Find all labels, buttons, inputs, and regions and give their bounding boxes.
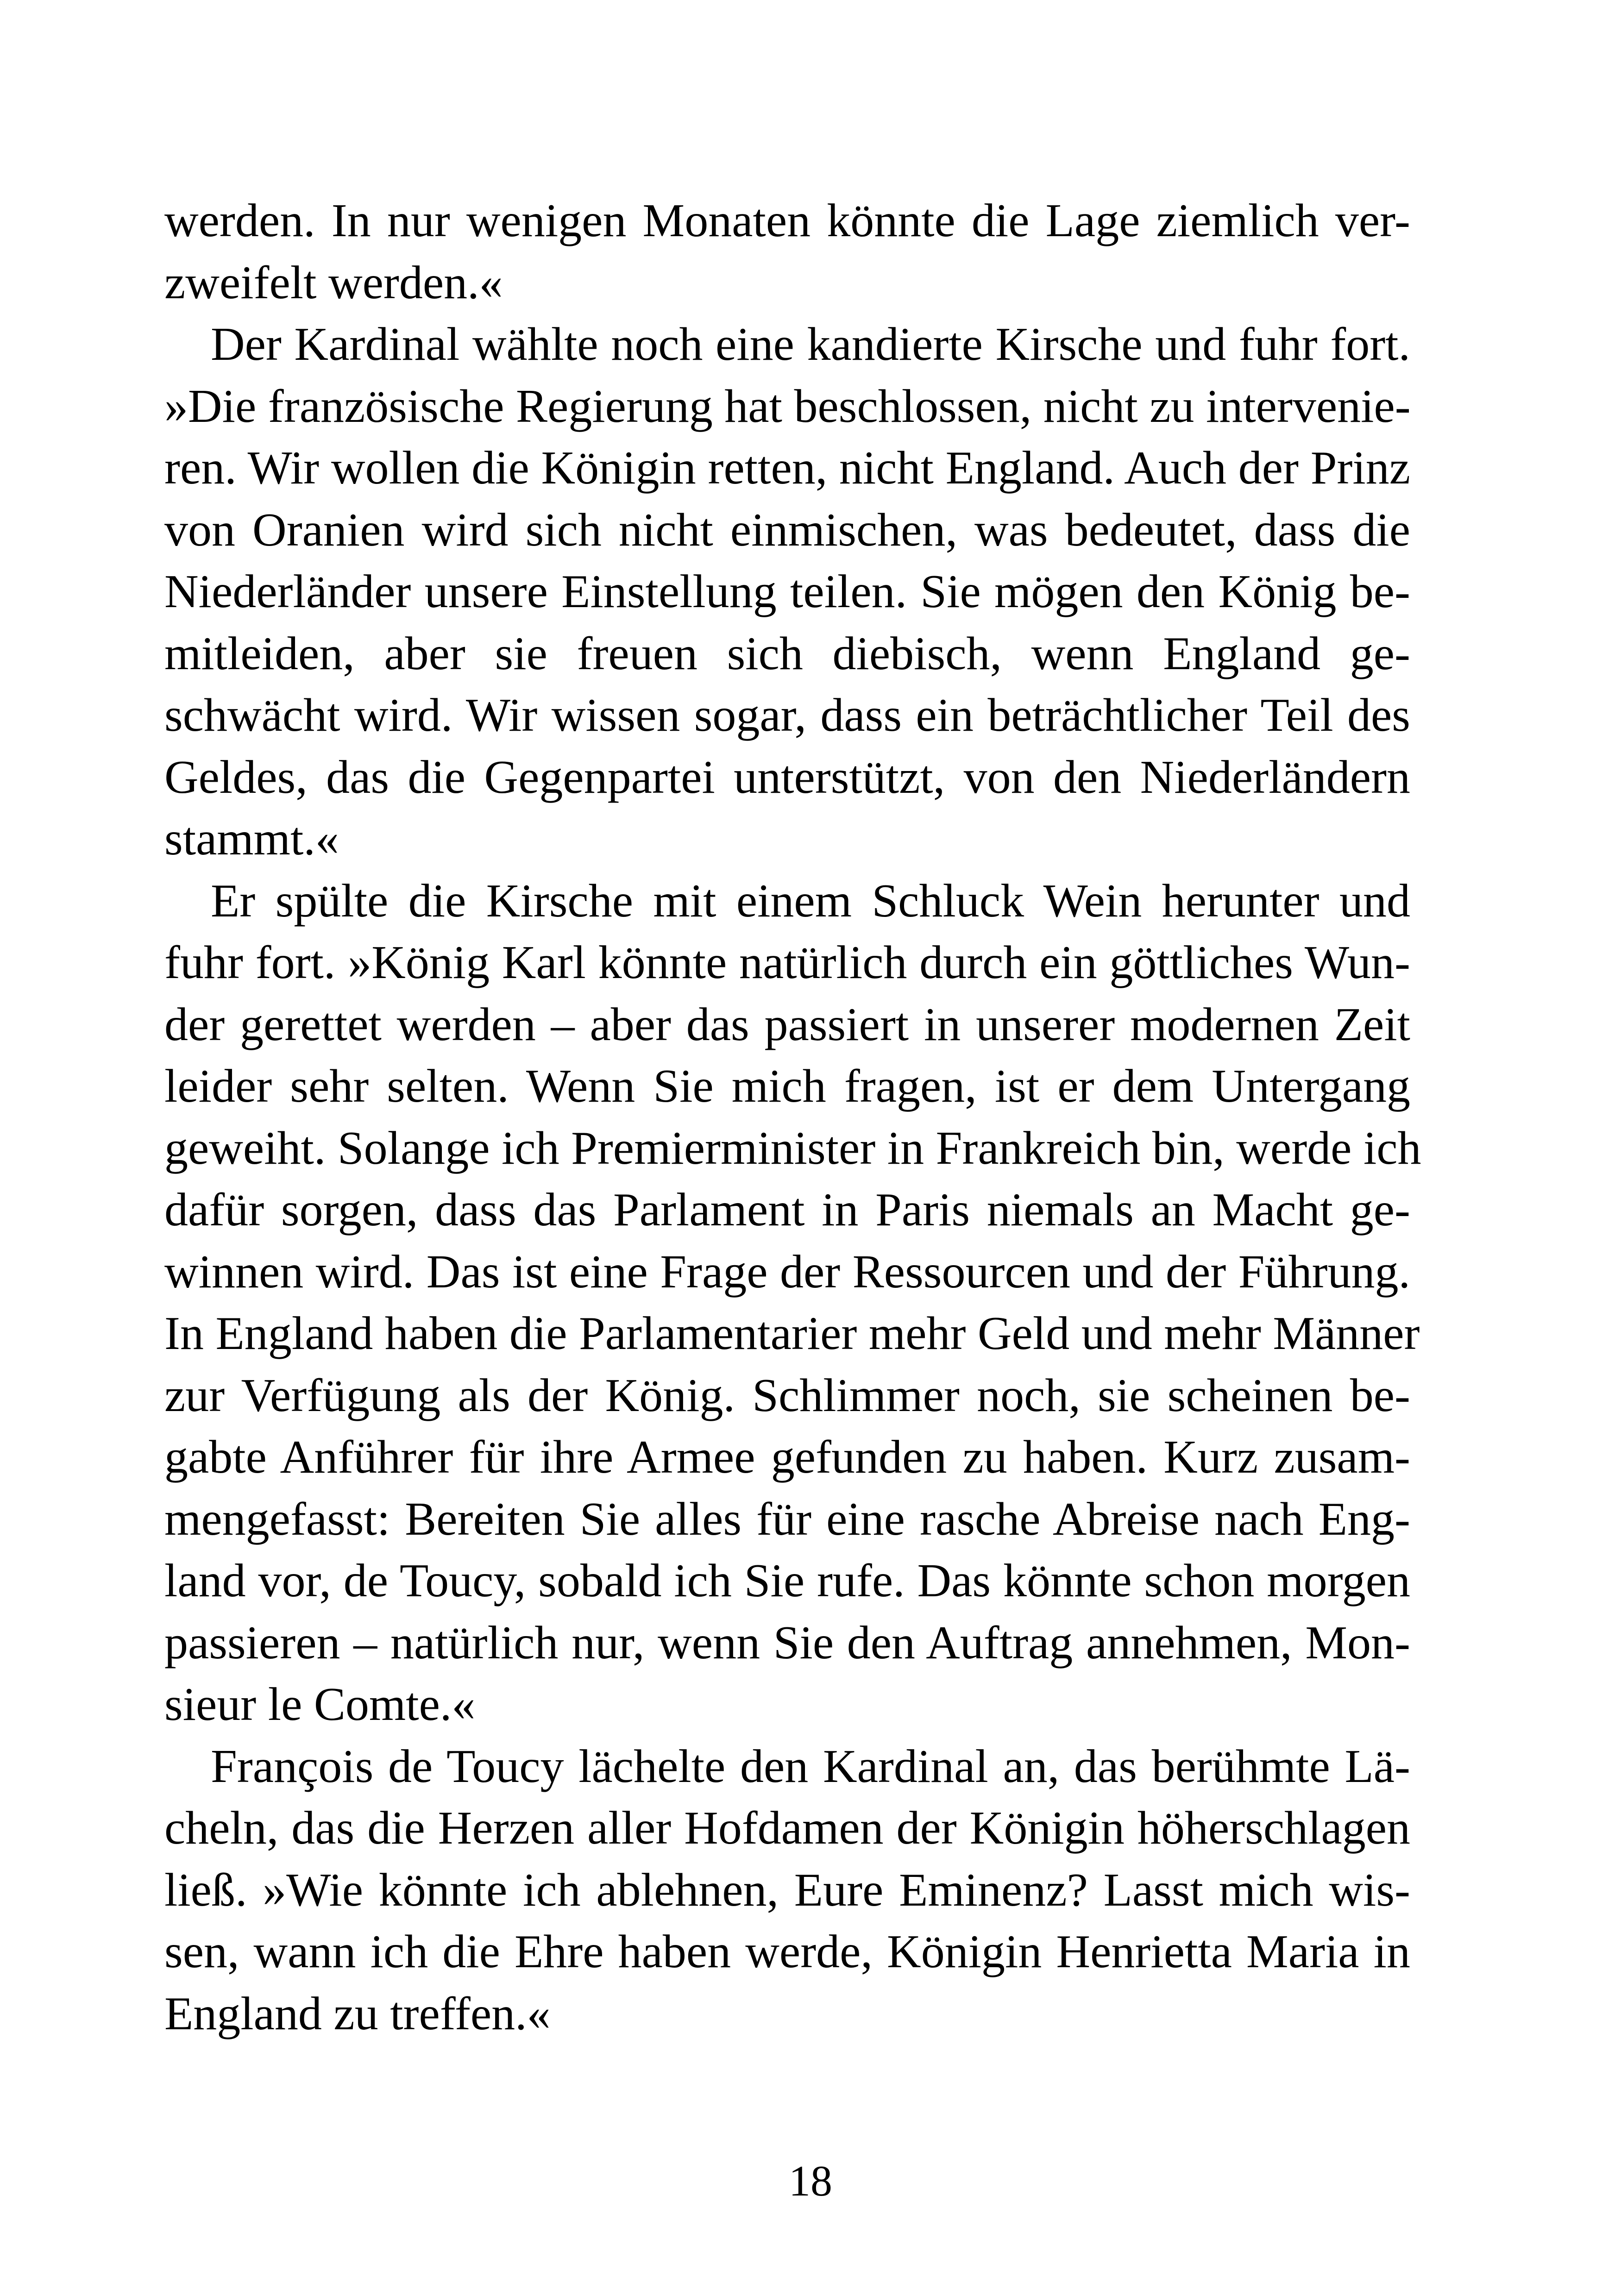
text-line: dafür sorgen, dass das Parlament in Paris niemals an Macht ge- bbox=[164, 1184, 1410, 1236]
text-line: fuhr fort. »König Karl könnte natürlich durch ein göttliches Wun- bbox=[164, 936, 1410, 989]
text-line: ren. Wir wollen die Königin retten, nicht England. Auch der Prinz bbox=[164, 442, 1410, 494]
text-line: der gerettet werden – aber das passiert in unserer modernen Zeit bbox=[164, 998, 1410, 1051]
text-line: Der Kardinal wählte noch eine kandierte Kirsche und fuhr fort. bbox=[211, 318, 1410, 370]
text-line: sen, wann ich die Ehre haben werde, Königin Henrietta Maria in bbox=[164, 1926, 1410, 1978]
text-line: sieur le Comte.« bbox=[164, 1678, 476, 1731]
text-line: England zu treffen.« bbox=[164, 1987, 551, 2040]
text-line: mitleiden, aber sie freuen sich diebisch, wenn England ge- bbox=[164, 627, 1410, 680]
text-line: Geldes, das die Gegenpartei unterstützt, von den Niederländern bbox=[164, 751, 1410, 803]
text-line: stammt.« bbox=[164, 813, 339, 865]
text-line: passieren – natürlich nur, wenn Sie den Auftrag annehmen, Mon- bbox=[164, 1616, 1410, 1669]
text-line: In England haben die Parlamentarier mehr Geld und mehr Männer bbox=[164, 1307, 1420, 1360]
page-number: 18 bbox=[789, 2157, 832, 2205]
text-line: werden. In nur wenigen Monaten könnte die Lage ziemlich ver- bbox=[164, 194, 1410, 247]
text-line: mengefasst: Bereiten Sie alles für eine rasche Abreise nach Eng- bbox=[164, 1493, 1410, 1545]
text-line: von Oranien wird sich nicht einmischen, was bedeutet, dass die bbox=[164, 503, 1410, 556]
text-line: »Die französische Regierung hat beschlossen, nicht zu intervenie- bbox=[164, 380, 1411, 433]
text-line: geweiht. Solange ich Premierminister in Frankreich bin, werde ich bbox=[164, 1122, 1421, 1174]
text-line: cheln, das die Herzen aller Hofdamen der Königin höherschlagen bbox=[164, 1802, 1410, 1854]
text-line: François de Toucy lächelte den Kardinal an, das berühmte Lä- bbox=[211, 1740, 1410, 1793]
text-line: schwächt wird. Wir wissen sogar, dass ein beträchtlicher Teil des bbox=[164, 689, 1410, 741]
text-line: Er spülte die Kirsche mit einem Schluck Wein herunter und bbox=[211, 874, 1410, 927]
text-line: ließ. »Wie könnte ich ablehnen, Eure Eminenz? Lasst mich wis- bbox=[164, 1863, 1410, 1916]
text-line: zweifelt werden.« bbox=[164, 256, 503, 309]
text-line: leider sehr selten. Wenn Sie mich fragen, ist er dem Untergang bbox=[164, 1060, 1410, 1112]
text-line: land vor, de Toucy, sobald ich Sie rufe. Das könnte schon morgen bbox=[164, 1555, 1410, 1607]
body-text bbox=[164, 190, 1421, 2045]
text-line: gabte Anführer für ihre Armee gefunden zu haben. Kurz zusam- bbox=[164, 1431, 1410, 1483]
text-line: zur Verfügung als der König. Schlimmer noch, sie scheinen be- bbox=[164, 1369, 1410, 1422]
text-line: winnen wird. Das ist eine Frage der Ressourcen und der Führung. bbox=[164, 1245, 1410, 1298]
text-line: Niederländer unsere Einstellung teilen. Sie mögen den König be- bbox=[164, 565, 1410, 618]
